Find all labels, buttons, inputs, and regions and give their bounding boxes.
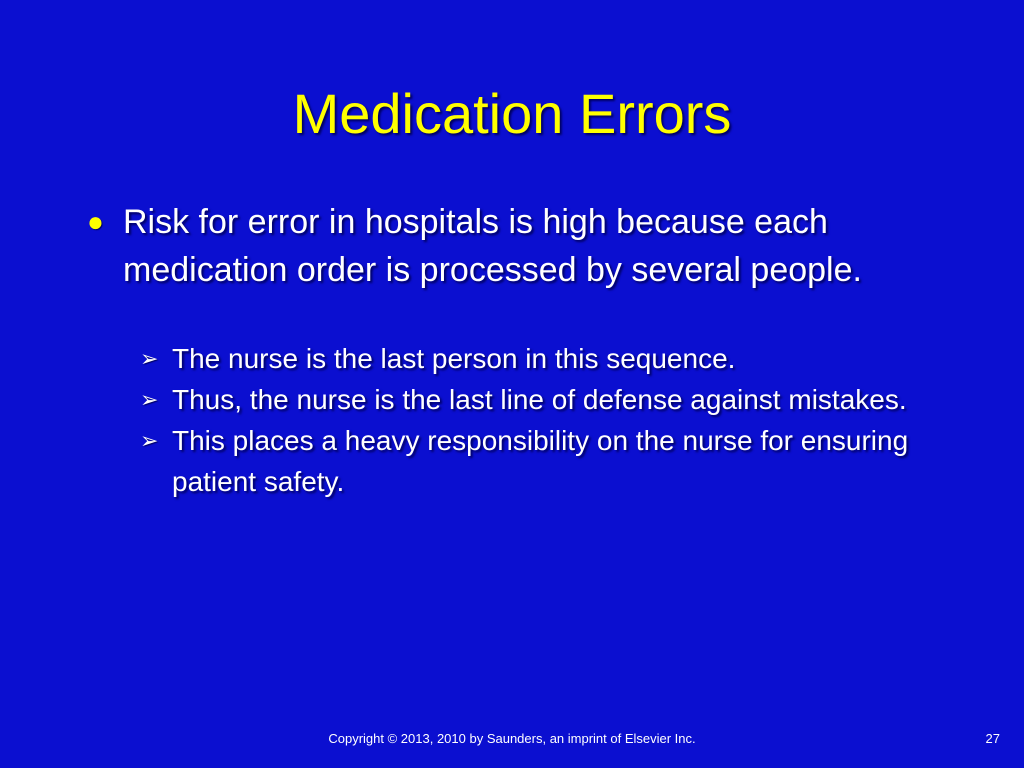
- subpoint-text: The nurse is the last person in this sequence.: [172, 343, 736, 374]
- subpoint-text: This places a heavy responsibility on the nurse for ensuring patient safety.: [172, 425, 909, 497]
- main-bullet-text: Risk for error in hospitals is high because each medication order is processed by several people.: [123, 203, 862, 289]
- arrowhead-bullet-icon: ➢: [140, 428, 159, 453]
- page-number: 27: [985, 731, 1000, 746]
- slide-title: Medication Errors: [292, 82, 732, 145]
- subpoint-item: [140, 379, 960, 420]
- copyright-footer: Copyright © 2013, 2010 by Saunders, an imprint of Elsevier Inc.: [328, 731, 696, 746]
- main-bullet: [87, 198, 967, 294]
- yellow-circle-bullet-icon: ●: [87, 206, 104, 237]
- main-bullet-row: [87, 198, 967, 294]
- subpoint-item: [140, 420, 960, 502]
- subpoint-list: [140, 338, 960, 502]
- arrowhead-bullet-icon: ➢: [140, 346, 159, 371]
- subpoint-item: [140, 338, 960, 379]
- subpoint-text: Thus, the nurse is the last line of defense against mistakes.: [172, 384, 907, 415]
- arrowhead-bullet-icon: ➢: [140, 387, 159, 412]
